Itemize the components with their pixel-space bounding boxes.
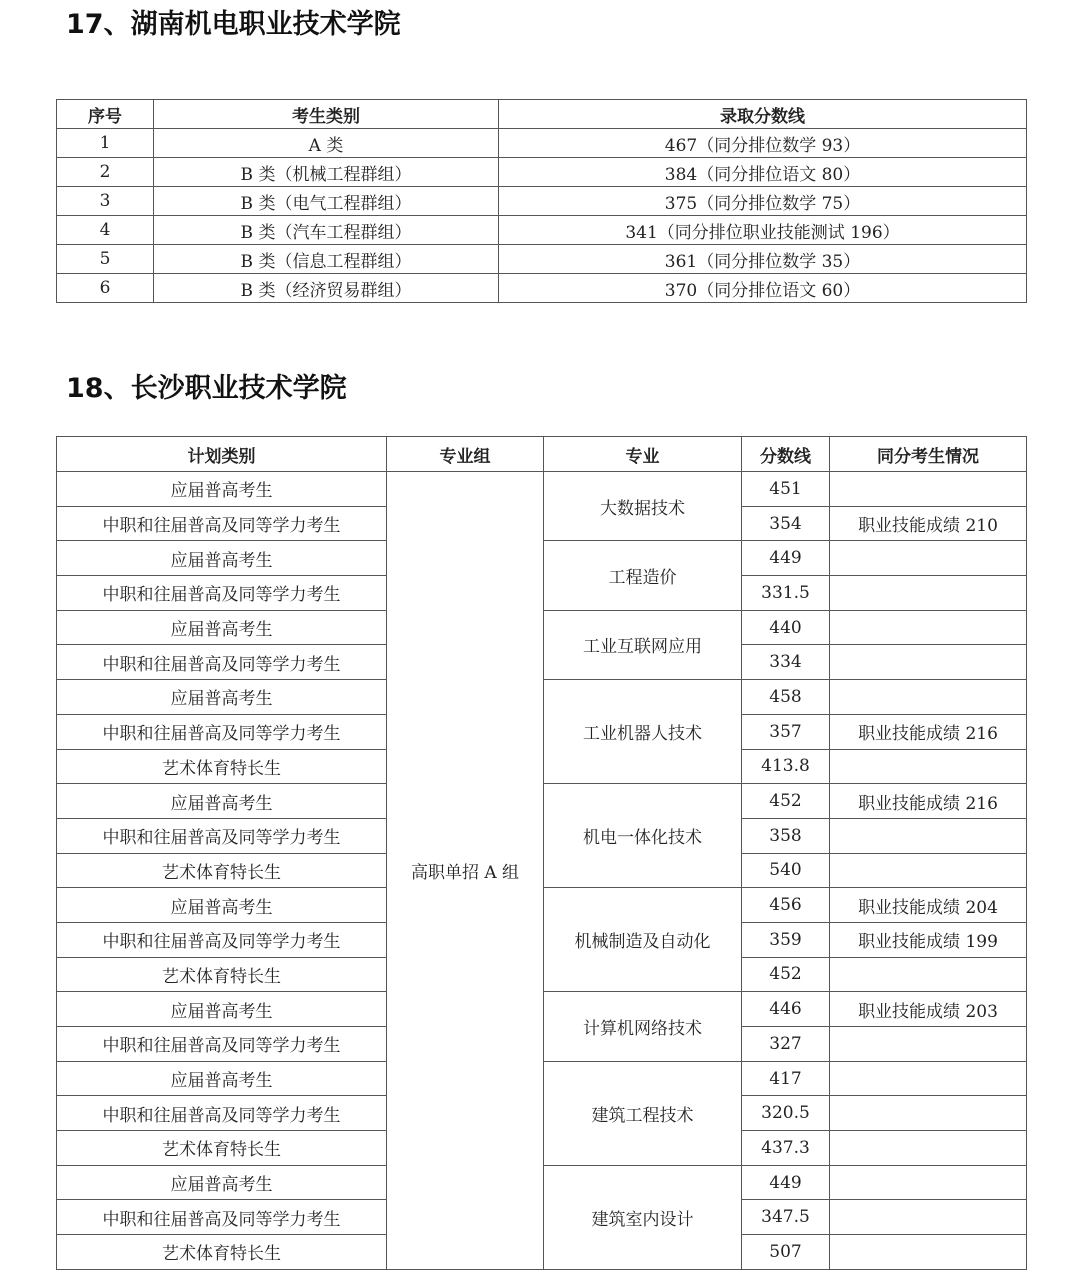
table-header-row bbox=[57, 100, 1027, 129]
row-score: 449 bbox=[742, 1165, 830, 1200]
row-score: 334 bbox=[742, 645, 830, 680]
row-tie-info bbox=[830, 957, 1027, 992]
row-plan-category: 中职和往届普高及同等学力考生 bbox=[57, 1200, 387, 1235]
row-plan-category: 中职和往届普高及同等学力考生 bbox=[57, 1096, 387, 1131]
row-score: 347.5 bbox=[742, 1200, 830, 1235]
row-number: 6 bbox=[57, 274, 154, 303]
row-score: 451 bbox=[742, 472, 830, 507]
row-category: B 类（经济贸易群组） bbox=[154, 274, 499, 303]
row-category: B 类（电气工程群组） bbox=[154, 187, 499, 216]
row-score: 327 bbox=[742, 1027, 830, 1062]
row-tie-info bbox=[830, 472, 1027, 507]
row-plan-category: 艺术体育特长生 bbox=[57, 957, 387, 992]
admission-table-18 bbox=[56, 436, 1027, 1270]
row-tie-info bbox=[830, 1200, 1027, 1235]
admission-table-17 bbox=[56, 99, 1027, 303]
row-score: 456 bbox=[742, 888, 830, 923]
major-name: 机电一体化技术 bbox=[544, 784, 742, 888]
row-tie-info: 职业技能成绩 216 bbox=[830, 714, 1027, 749]
row-score: 384（同分排位语文 80） bbox=[499, 158, 1027, 187]
row-plan-category: 中职和往届普高及同等学力考生 bbox=[57, 576, 387, 611]
major-name: 工程造价 bbox=[544, 541, 742, 610]
row-tie-info: 职业技能成绩 199 bbox=[830, 922, 1027, 957]
table-row bbox=[57, 187, 1027, 216]
row-plan-category: 应届普高考生 bbox=[57, 680, 387, 715]
table-row bbox=[57, 158, 1027, 187]
row-tie-info bbox=[830, 1061, 1027, 1096]
row-score: 354 bbox=[742, 506, 830, 541]
row-score: 358 bbox=[742, 818, 830, 853]
major-name: 工业互联网应用 bbox=[544, 610, 742, 679]
row-score: 341（同分排位职业技能测试 196） bbox=[499, 216, 1027, 245]
row-tie-info bbox=[830, 1165, 1027, 1200]
row-number: 5 bbox=[57, 245, 154, 274]
row-plan-category: 应届普高考生 bbox=[57, 472, 387, 507]
section-17-title: 17、湖南机电职业技术学院 bbox=[66, 9, 401, 40]
row-score: 331.5 bbox=[742, 576, 830, 611]
row-category: B 类（信息工程群组） bbox=[154, 245, 499, 274]
section-18-title: 18、长沙职业技术学院 bbox=[66, 373, 347, 404]
row-number: 1 bbox=[57, 129, 154, 158]
row-score: 452 bbox=[742, 784, 830, 819]
row-score: 370（同分排位语文 60） bbox=[499, 274, 1027, 303]
major-name: 建筑室内设计 bbox=[544, 1165, 742, 1269]
row-plan-category: 中职和往届普高及同等学力考生 bbox=[57, 506, 387, 541]
row-number: 4 bbox=[57, 216, 154, 245]
row-plan-category: 应届普高考生 bbox=[57, 541, 387, 576]
table-header-row bbox=[57, 437, 1027, 472]
header-tie: 同分考生情况 bbox=[830, 437, 1027, 472]
row-plan-category: 中职和往届普高及同等学力考生 bbox=[57, 714, 387, 749]
row-score: 375（同分排位数学 75） bbox=[499, 187, 1027, 216]
row-tie-info bbox=[830, 541, 1027, 576]
row-plan-category: 艺术体育特长生 bbox=[57, 749, 387, 784]
row-plan-category: 应届普高考生 bbox=[57, 888, 387, 923]
table-row bbox=[57, 129, 1027, 158]
row-plan-category: 应届普高考生 bbox=[57, 784, 387, 819]
row-tie-info: 职业技能成绩 210 bbox=[830, 506, 1027, 541]
row-score: 449 bbox=[742, 541, 830, 576]
row-tie-info bbox=[830, 610, 1027, 645]
row-plan-category: 中职和往届普高及同等学力考生 bbox=[57, 922, 387, 957]
row-tie-info bbox=[830, 645, 1027, 680]
row-number: 3 bbox=[57, 187, 154, 216]
row-number: 2 bbox=[57, 158, 154, 187]
row-plan-category: 中职和往届普高及同等学力考生 bbox=[57, 645, 387, 680]
row-tie-info bbox=[830, 853, 1027, 888]
row-tie-info bbox=[830, 1096, 1027, 1131]
row-score: 417 bbox=[742, 1061, 830, 1096]
row-score: 452 bbox=[742, 957, 830, 992]
row-score: 361（同分排位数学 35） bbox=[499, 245, 1027, 274]
row-score: 357 bbox=[742, 714, 830, 749]
row-plan-category: 艺术体育特长生 bbox=[57, 1131, 387, 1166]
row-tie-info bbox=[830, 818, 1027, 853]
header-plan: 计划类别 bbox=[57, 437, 387, 472]
row-plan-category: 艺术体育特长生 bbox=[57, 853, 387, 888]
row-plan-category: 应届普高考生 bbox=[57, 610, 387, 645]
row-score: 467（同分排位数学 93） bbox=[499, 129, 1027, 158]
row-plan-category: 中职和往届普高及同等学力考生 bbox=[57, 818, 387, 853]
row-tie-info bbox=[830, 1235, 1027, 1270]
row-score: 440 bbox=[742, 610, 830, 645]
row-plan-category: 中职和往届普高及同等学力考生 bbox=[57, 1027, 387, 1062]
row-tie-info: 职业技能成绩 216 bbox=[830, 784, 1027, 819]
row-tie-info: 职业技能成绩 204 bbox=[830, 888, 1027, 923]
row-plan-category: 应届普高考生 bbox=[57, 1165, 387, 1200]
table-row bbox=[57, 274, 1027, 303]
row-tie-info bbox=[830, 680, 1027, 715]
header-score: 分数线 bbox=[742, 437, 830, 472]
row-score: 359 bbox=[742, 922, 830, 957]
row-tie-info: 职业技能成绩 203 bbox=[830, 992, 1027, 1027]
row-tie-info bbox=[830, 576, 1027, 611]
row-score: 540 bbox=[742, 853, 830, 888]
table-row bbox=[57, 216, 1027, 245]
row-category: B 类（汽车工程群组） bbox=[154, 216, 499, 245]
header-score: 录取分数线 bbox=[499, 100, 1027, 129]
header-no: 序号 bbox=[57, 100, 154, 129]
row-category: A 类 bbox=[154, 129, 499, 158]
table-row bbox=[57, 472, 1027, 507]
row-score: 413.8 bbox=[742, 749, 830, 784]
major-name: 计算机网络技术 bbox=[544, 992, 742, 1061]
header-category: 考生类别 bbox=[154, 100, 499, 129]
major-name: 机械制造及自动化 bbox=[544, 888, 742, 992]
row-score: 437.3 bbox=[742, 1131, 830, 1166]
row-score: 458 bbox=[742, 680, 830, 715]
major-name: 建筑工程技术 bbox=[544, 1061, 742, 1165]
header-group: 专业组 bbox=[387, 437, 544, 472]
header-major: 专业 bbox=[544, 437, 742, 472]
major-name: 大数据技术 bbox=[544, 472, 742, 541]
table-row bbox=[57, 245, 1027, 274]
row-plan-category: 应届普高考生 bbox=[57, 992, 387, 1027]
major-group: 高职单招 A 组 bbox=[387, 472, 544, 1270]
row-tie-info bbox=[830, 749, 1027, 784]
row-category: B 类（机械工程群组） bbox=[154, 158, 499, 187]
row-plan-category: 艺术体育特长生 bbox=[57, 1235, 387, 1270]
major-name: 工业机器人技术 bbox=[544, 680, 742, 784]
row-tie-info bbox=[830, 1131, 1027, 1166]
row-score: 320.5 bbox=[742, 1096, 830, 1131]
row-tie-info bbox=[830, 1027, 1027, 1062]
row-plan-category: 应届普高考生 bbox=[57, 1061, 387, 1096]
row-score: 507 bbox=[742, 1235, 830, 1270]
row-score: 446 bbox=[742, 992, 830, 1027]
